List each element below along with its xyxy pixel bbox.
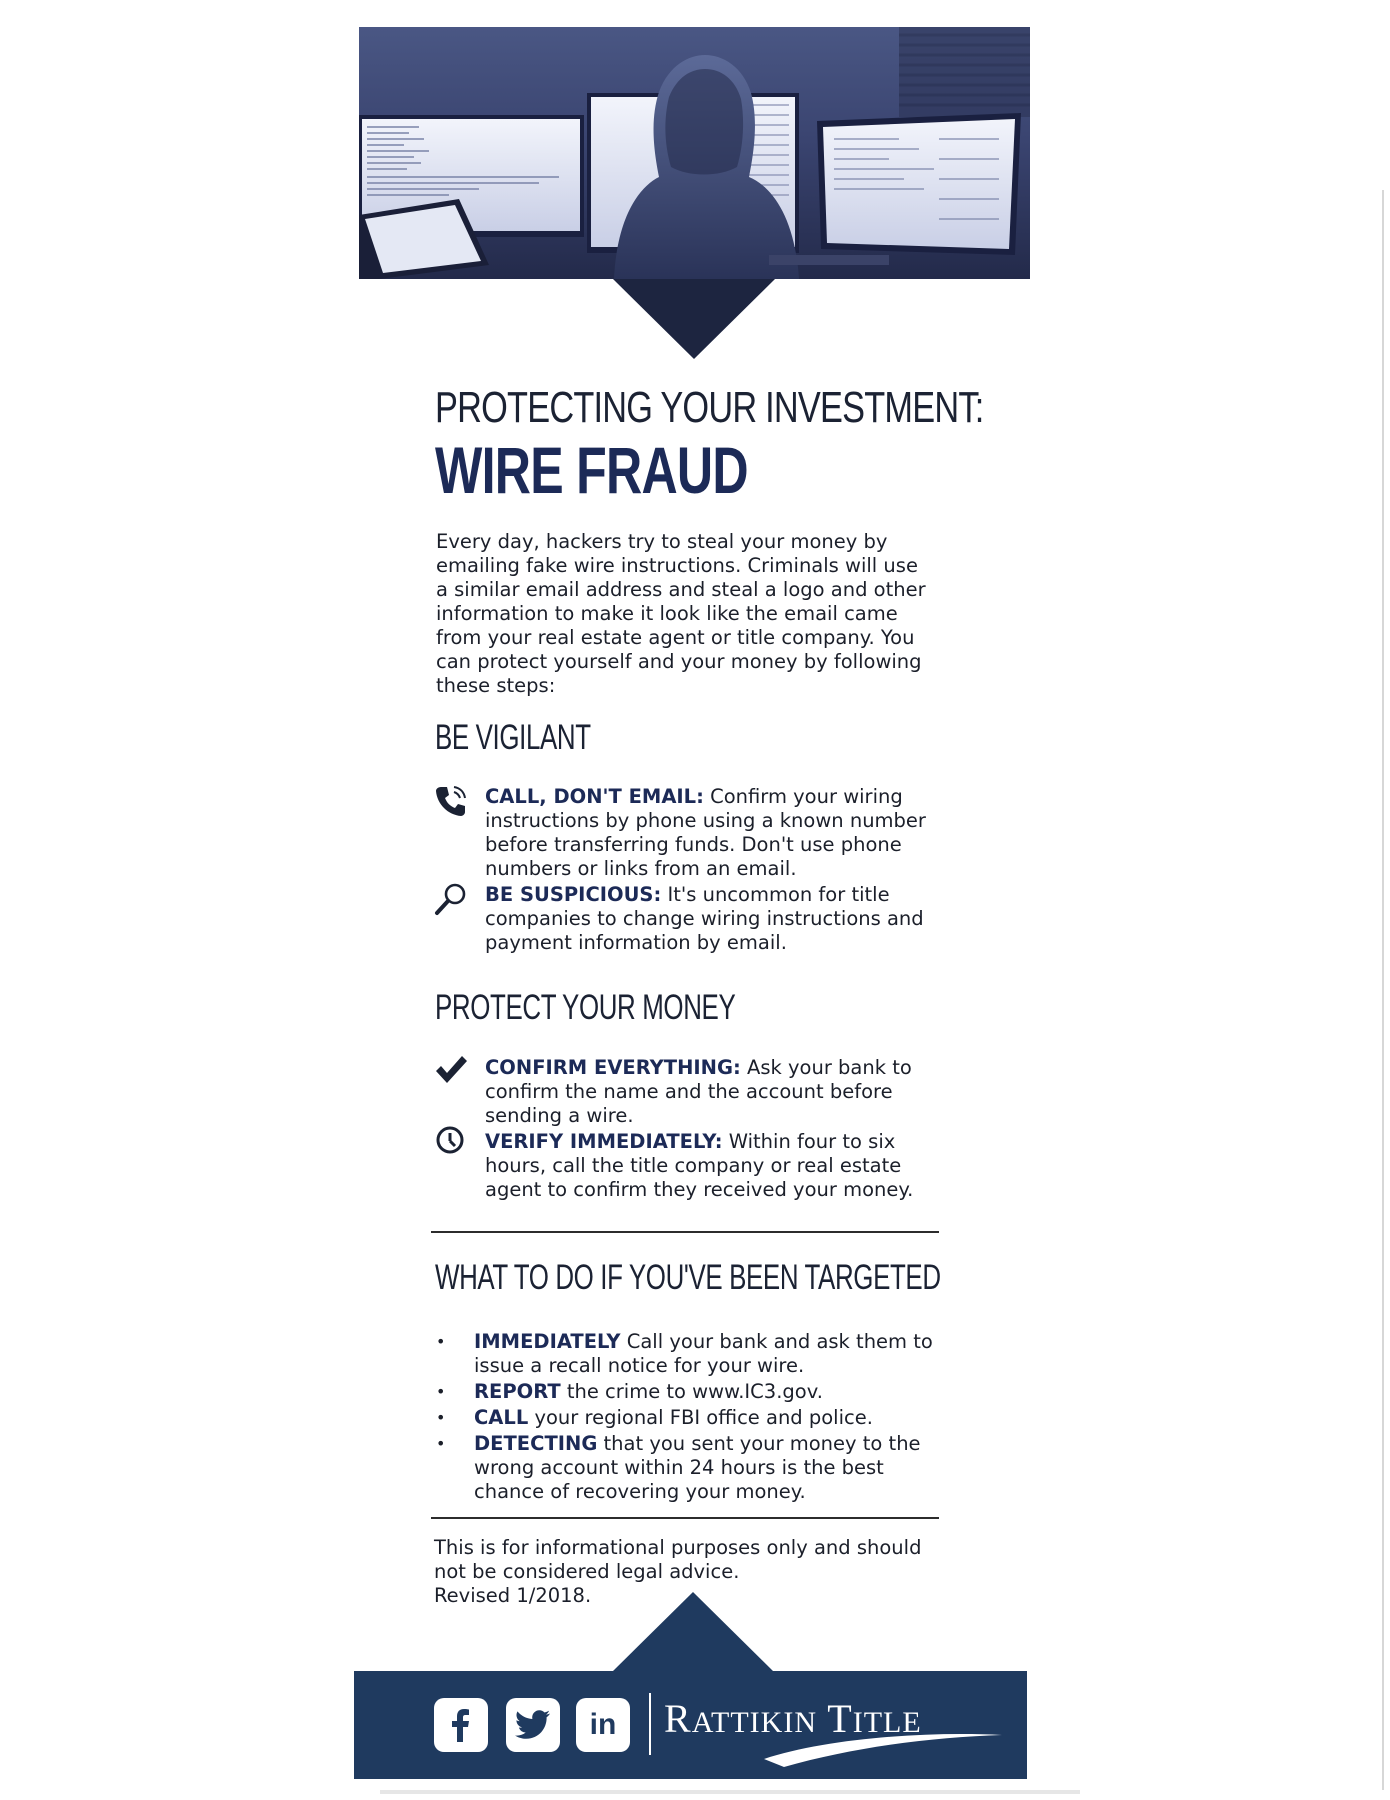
page-kicker: PROTECTING YOUR INVESTMENT: — [435, 383, 984, 432]
heading-protect-your-money: PROTECT YOUR MONEY — [435, 988, 736, 1027]
list-item: • CALL your regional FBI office and police. — [436, 1406, 873, 1429]
item-text: Confirm your wiring instructions by phone using a known number before transferring funds. Don't use phone numbers or links from an email. — [485, 785, 926, 880]
item-text: that you sent your money to the wrong account within 24 hours is the best chance of recovering your money. — [474, 1432, 921, 1503]
item-label: VERIFY IMMEDIATELY: — [485, 1130, 723, 1153]
brand-logo: RATTIKIN TITLE — [664, 1696, 922, 1741]
phone-icon — [434, 784, 468, 818]
item-label: BE SUSPICIOUS: — [485, 883, 662, 906]
footer-banner — [354, 1671, 1027, 1779]
page-edge — [1382, 190, 1384, 1790]
checkmark-icon — [434, 1053, 468, 1087]
targeted-list — [432, 1330, 952, 1506]
brand-swoosh — [764, 1729, 1004, 1769]
item-label: REPORT — [474, 1380, 561, 1403]
item-text: Call your bank and ask them to issue a recall notice for your wire. — [474, 1330, 933, 1377]
item-call-dont-email — [485, 785, 937, 881]
list-item: • REPORT the crime to www.IC3.gov. — [436, 1380, 823, 1403]
disclaimer-text: This is for informational purposes only and should not be considered legal advice. — [434, 1536, 922, 1583]
list-item: • DETECTING that you sent your money to the wrong account within 24 hours is the best chance of recovering your money. — [436, 1432, 921, 1503]
clock-icon — [434, 1124, 468, 1158]
item-text: Ask your bank to confirm the name and the account before sending a wire. — [485, 1056, 912, 1127]
item-verify-immediately — [485, 1130, 937, 1202]
twitter-icon[interactable] — [506, 1698, 560, 1752]
heading-if-targeted: WHAT TO DO IF YOU'VE BEEN TARGETED — [435, 1258, 941, 1297]
revision-date: Revised 1/2018. — [434, 1584, 592, 1607]
divider-rule — [431, 1517, 939, 1519]
hero-pointer-arrow — [613, 279, 775, 359]
heading-be-vigilant: BE VIGILANT — [435, 718, 591, 757]
page-title: WIRE FRAUD — [435, 433, 748, 507]
magnifier-icon — [434, 882, 468, 916]
item-label: CALL — [474, 1406, 529, 1429]
footer-pointer-arrow — [612, 1592, 774, 1672]
bottom-shadow — [380, 1790, 1080, 1794]
linkedin-icon[interactable] — [576, 1698, 630, 1752]
hero-image-hacker — [359, 27, 1030, 279]
item-label: DETECTING — [474, 1432, 598, 1455]
item-text: It's uncommon for title companies to change wiring instructions and payment information by email. — [485, 883, 924, 954]
divider-rule — [431, 1231, 939, 1233]
facebook-icon[interactable] — [434, 1698, 488, 1752]
item-confirm-everything — [485, 1056, 937, 1128]
item-be-suspicious — [485, 883, 937, 955]
footer-divider — [649, 1693, 651, 1755]
item-text: the crime to www.IC3.gov. — [560, 1380, 823, 1403]
item-label: IMMEDIATELY — [474, 1330, 621, 1353]
intro-paragraph: Every day, hackers try to steal your money by emailing fake wire instructions. Criminals will use a similar email address and steal a logo and other information to make it look like the email came from your real estate agent or title company. You can protect yourself and your money by following these steps: — [436, 530, 926, 697]
item-text: Within four to six hours, call the title company or real estate agent to confirm they received your money. — [485, 1130, 914, 1201]
item-label: CALL, DON'T EMAIL: — [485, 785, 704, 808]
linkedin-icon-text: in — [589, 1708, 617, 1741]
item-label: CONFIRM EVERYTHING: — [485, 1056, 741, 1079]
list-item: • IMMEDIATELY Call your bank and ask them to issue a recall notice for your wire. — [436, 1330, 933, 1377]
item-text: your regional FBI office and police. — [528, 1406, 873, 1429]
